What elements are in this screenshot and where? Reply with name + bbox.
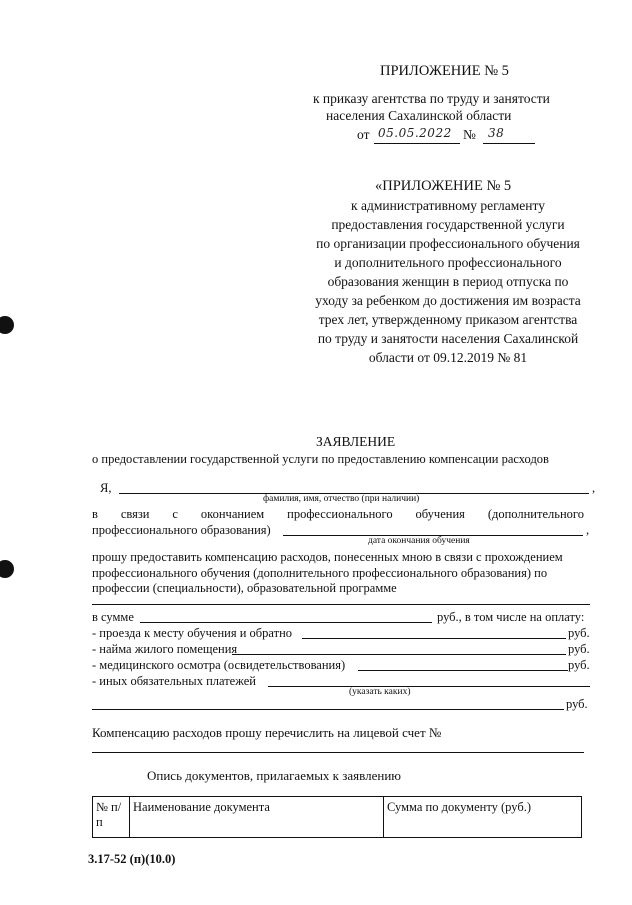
date-underline (374, 143, 460, 144)
expense-medical-unit: руб. (568, 658, 590, 672)
i-label: Я, (100, 481, 112, 495)
application-title: ЗАЯВЛЕНИЕ (316, 434, 396, 449)
other-sum-field-line[interactable] (92, 709, 564, 710)
expense-housing-field[interactable] (232, 654, 566, 655)
i-suffix: , (592, 481, 596, 495)
expense-travel-field[interactable] (302, 638, 566, 639)
sum-label: в сумме (92, 610, 134, 624)
connection-line (92, 507, 584, 522)
program-field-line[interactable] (92, 604, 590, 605)
number-label: № (463, 127, 476, 142)
expense-other-label: - иных обязательных платежей (92, 674, 256, 688)
specify-hint: (указать каких) (349, 687, 411, 697)
connection-word: профессионального (287, 507, 393, 521)
account-field-line[interactable] (92, 752, 584, 753)
order-line-1: к приказу агентства по труду и занятости (313, 91, 550, 106)
inventory-title: Опись документов, прилагаемых к заявлению (147, 768, 401, 783)
regulation-line: и дополнительного профессионального (334, 255, 562, 270)
regulation-line: трех лет, утвержденному приказом агентства (318, 312, 578, 327)
number-underline (483, 143, 535, 144)
account-text: Компенсацию расходов прошу перечислить на лицевой счет № (92, 725, 442, 740)
application-subtitle: о предоставлении государственной услуги по предоставлению компенсации расходов (92, 452, 549, 466)
request-line-1: прошу предоставить компенсацию расходов, понесенных мною в связи с прохождением (92, 550, 563, 564)
order-line-2: населения Сахалинской области (326, 108, 512, 123)
expense-housing-label: - найма жилого помещения (92, 642, 238, 656)
regulation-line: к административному регламенту (351, 198, 545, 213)
connection-line-2: профессионального образования) (92, 523, 271, 537)
regulation-line: образования женщин в период отпуска по (327, 274, 569, 289)
inventory-table (92, 796, 582, 838)
connection-word: связи (120, 507, 150, 521)
regulation-line: по организации профессионального обучения (316, 236, 580, 251)
sum-field-line[interactable] (140, 622, 432, 623)
header-document-name: Наименование документа (130, 797, 384, 838)
regulation-line: уходу за ребенком до достижения им возраста (315, 293, 581, 308)
fio-hint: фамилия, имя, отчество (при наличии) (263, 494, 420, 504)
appendix-title: ПРИЛОЖЕНИЕ № 5 (380, 63, 509, 79)
regulation-line: по труду и занятости населения Сахалинской (317, 331, 579, 346)
expense-other-field[interactable] (268, 686, 590, 687)
regulation-line: области от 09.12.2019 № 81 (368, 350, 528, 365)
end-date-hint: дата окончания обучения (368, 536, 470, 546)
sum-suffix: руб., в том числе на оплату: (437, 610, 585, 624)
from-label: от (357, 127, 370, 142)
number-value: 38 (488, 126, 505, 140)
end-date-comma: , (586, 523, 590, 537)
header-document-sum: Сумма по документу (руб.) (384, 797, 582, 838)
date-value: 05.05.2022 (378, 126, 452, 140)
connection-word: обучения (415, 507, 465, 521)
punch-hole-top (0, 316, 14, 334)
request-line-3: профессии (специальности), образовательной программе (92, 581, 397, 595)
regulation-title: «ПРИЛОЖЕНИЕ № 5 (375, 178, 512, 194)
expense-housing-unit: руб. (568, 642, 590, 656)
expense-travel-label: - проезда к месту обучения и обратно (92, 626, 293, 640)
punch-hole-bottom (0, 560, 14, 578)
form-code: 3.17-52 (п)(10.0) (88, 852, 176, 866)
other-sum-unit: руб. (566, 697, 588, 711)
connection-word: окончанием (200, 507, 265, 521)
regulation-line: предоставления государственной услуги (331, 217, 565, 232)
connection-word: с (172, 507, 178, 521)
expense-medical-field[interactable] (358, 670, 568, 671)
expense-travel-unit: руб. (568, 626, 590, 640)
connection-word: в (92, 507, 98, 521)
expense-medical-label: - медицинского осмотра (освидетельствования) (92, 658, 346, 672)
header-number: № п/п (93, 797, 130, 838)
connection-word: (дополнительного (487, 507, 584, 521)
request-line-2: профессионального обучения (дополнительного профессионального образования) по (92, 566, 548, 580)
regulation-text (280, 196, 616, 367)
table-header-row (93, 797, 582, 838)
